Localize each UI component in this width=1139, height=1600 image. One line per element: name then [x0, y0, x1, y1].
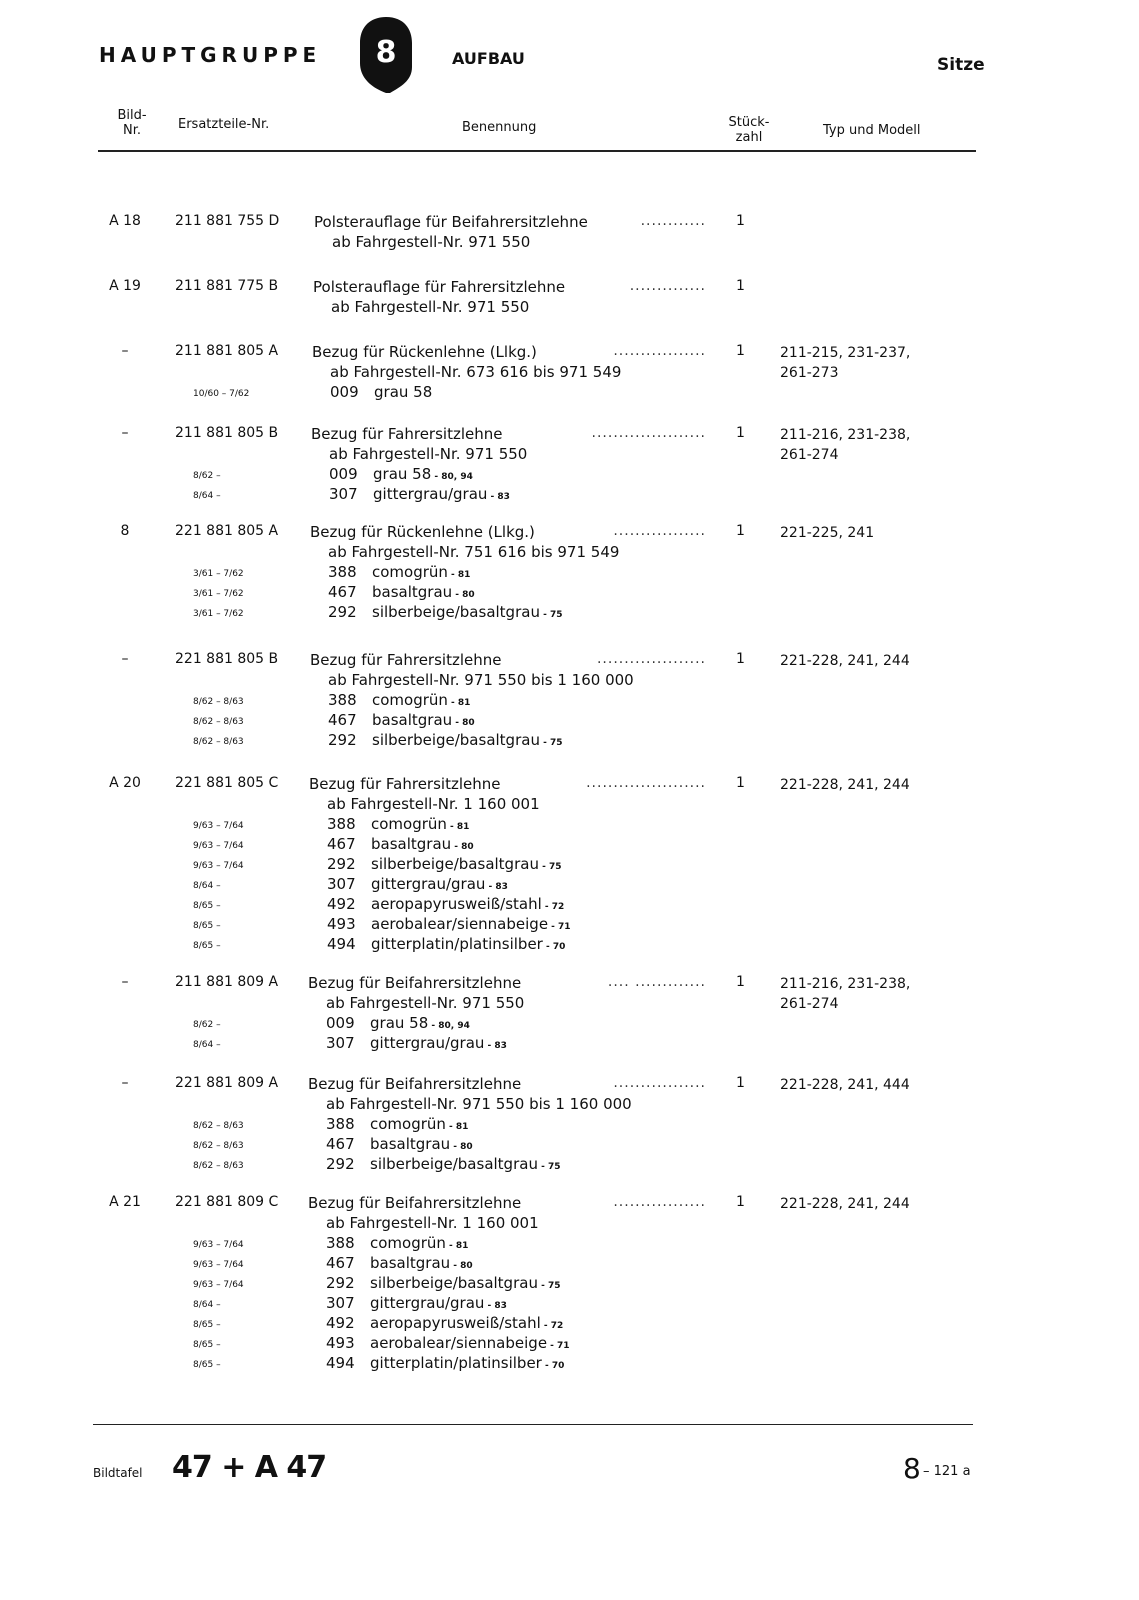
variant-color: basaltgrau	[372, 711, 453, 729]
variant-suffix: - 80	[452, 718, 475, 728]
variant-code: 388	[328, 563, 357, 581]
variant-name	[371, 915, 571, 933]
variant-suffix: - 81	[445, 1241, 469, 1251]
variant-dates: 8/65 –	[193, 1340, 221, 1350]
leader-dots: ....................	[596, 651, 706, 667]
variant-code: 388	[326, 1115, 355, 1133]
variant-color: gittergrau/grau	[370, 1034, 485, 1052]
group-number: 8	[375, 35, 397, 70]
variant-suffix: - 75	[538, 862, 562, 872]
bild-nr: A 19	[109, 278, 141, 294]
type-models: 221-225, 241	[780, 525, 875, 541]
column-header-bild-nr: Bild- Nr.	[117, 108, 147, 138]
variant-name	[370, 1294, 507, 1312]
variant-suffix: - 81	[446, 822, 470, 832]
variant-code: 307	[329, 485, 358, 503]
bild-nr: –	[121, 343, 129, 359]
variant-dates: 8/64 –	[193, 1040, 221, 1050]
bild-nr: –	[121, 1075, 129, 1091]
variant-color: silberbeige/basaltgrau	[372, 731, 540, 749]
variant-suffix: - 75	[539, 738, 563, 748]
bild-nr: –	[121, 651, 129, 667]
hauptgruppe-label: HAUPTGRUPPE	[99, 43, 322, 67]
variant-dates: 3/61 – 7/62	[193, 609, 244, 619]
variant-suffix: - 83	[484, 1041, 507, 1051]
variant-color: aerobalear/siennabeige	[371, 915, 549, 933]
quantity: 1	[736, 425, 745, 441]
variant-color: aeropapyrusweiß/stahl	[370, 1314, 541, 1332]
leader-dots: .................	[613, 523, 706, 539]
variant-dates: 9/63 – 7/64	[193, 1260, 244, 1270]
type-models: 221-228, 241, 244	[780, 1196, 910, 1212]
variant-name	[372, 583, 475, 601]
quantity: 1	[736, 213, 745, 229]
part-number: 221 881 805 A	[175, 523, 279, 539]
variant-dates: 8/62 – 8/63	[193, 697, 244, 707]
variant-suffix: - 70	[541, 1361, 565, 1371]
variant-suffix: - 75	[537, 1281, 561, 1291]
variant-suffix: - 71	[547, 1341, 570, 1351]
leader-dots: ..............	[629, 278, 706, 294]
chassis-range: ab Fahrgestell-Nr. 673 616 bis 971 549	[330, 363, 622, 381]
variant-suffix: - 72	[540, 1321, 564, 1331]
variant-dates: 8/62 – 8/63	[193, 1141, 244, 1151]
chassis-range: ab Fahrgestell-Nr. 971 550 bis 1 160 000	[326, 1095, 632, 1113]
leader-dots: .................	[613, 343, 706, 359]
variant-suffix: - 81	[445, 1122, 469, 1132]
variant-name	[374, 383, 432, 401]
variant-color: gitterplatin/platinsilber	[371, 935, 543, 953]
section-title: Sitze	[937, 55, 985, 75]
variant-name	[370, 1314, 563, 1332]
variant-code: 307	[327, 875, 356, 893]
part-number: 211 881 755 D	[175, 213, 280, 229]
part-number: 211 881 805 A	[175, 343, 279, 359]
page-number: 8	[903, 1452, 921, 1485]
variant-code: 009	[330, 383, 359, 401]
part-number: 211 881 775 B	[175, 278, 279, 294]
variant-name	[371, 935, 565, 953]
variant-code: 388	[328, 691, 357, 709]
variant-suffix: - 71	[548, 922, 571, 932]
type-models: 211-216, 231-238, 261-274	[780, 976, 911, 1012]
variant-color: silberbeige/basaltgrau	[372, 603, 540, 621]
variant-suffix: - 80, 94	[428, 1021, 470, 1031]
variant-color: basaltgrau	[370, 1135, 451, 1153]
chassis-range: ab Fahrgestell-Nr. 1 160 001	[326, 1214, 539, 1232]
type-models: 211-215, 231-237, 261-273	[780, 345, 911, 381]
variant-code: 467	[327, 835, 356, 853]
variant-color: gittergrau/grau	[370, 1294, 485, 1312]
part-description: Bezug für Fahrersitzlehne	[311, 425, 503, 443]
variant-name	[372, 731, 562, 749]
variant-name	[371, 875, 508, 893]
variant-name	[370, 1234, 468, 1252]
variant-suffix: - 72	[541, 902, 565, 912]
part-description: Bezug für Beifahrersitzlehne	[308, 974, 522, 992]
variant-code: 494	[326, 1354, 355, 1372]
variant-dates: 9/63 – 7/64	[193, 1280, 244, 1290]
column-header-ersatzteile-nr: Ersatzteile-Nr.	[178, 117, 270, 132]
chassis-range: ab Fahrgestell-Nr. 1 160 001	[327, 795, 540, 813]
variant-color: basaltgrau	[370, 1254, 451, 1272]
variant-dates: 8/62 –	[193, 1020, 221, 1030]
quantity: 1	[736, 1075, 745, 1091]
variant-dates: 9/63 – 7/64	[193, 861, 244, 871]
variant-dates: 8/64 –	[193, 881, 221, 891]
variant-code: 467	[328, 711, 357, 729]
variant-color: gitterplatin/platinsilber	[370, 1354, 542, 1372]
variant-code: 388	[327, 815, 356, 833]
column-header-benennung: Benennung	[462, 120, 537, 135]
variant-code: 292	[326, 1155, 355, 1173]
variant-dates: 3/61 – 7/62	[193, 569, 244, 579]
variant-color: comogrün	[370, 1115, 446, 1133]
variant-color: comogrün	[372, 563, 448, 581]
variant-name	[372, 563, 470, 581]
variant-dates: 8/64 –	[193, 491, 221, 501]
variant-suffix: - 80	[452, 590, 475, 600]
variant-name	[370, 1135, 473, 1153]
column-header-stueckzahl: Stück- zahl	[728, 115, 770, 145]
variant-code: 493	[327, 915, 356, 933]
variant-name	[370, 1115, 468, 1133]
variant-name	[370, 1155, 560, 1173]
variant-color: silberbeige/basaltgrau	[371, 855, 539, 873]
part-number: 221 881 805 C	[175, 775, 279, 791]
part-description: Bezug für Rückenlehne (Llkg.)	[312, 343, 537, 361]
variant-code: 307	[326, 1294, 355, 1312]
part-description: Polsterauflage für Beifahrersitzlehne	[314, 213, 588, 231]
header-rule	[98, 150, 976, 152]
leader-dots: .... .............	[607, 974, 706, 990]
variant-suffix: - 83	[484, 1301, 507, 1311]
variant-code: 493	[326, 1334, 355, 1352]
variant-suffix: - 80	[450, 1261, 473, 1271]
chassis-range: ab Fahrgestell-Nr. 971 550	[331, 298, 530, 316]
group-badge	[360, 17, 412, 93]
leader-dots: .................	[613, 1194, 706, 1210]
chassis-range: ab Fahrgestell-Nr. 971 550 bis 1 160 000	[328, 671, 634, 689]
variant-color: comogrün	[370, 1234, 446, 1252]
variant-suffix: - 83	[487, 492, 510, 502]
part-description: Bezug für Beifahrersitzlehne	[308, 1075, 522, 1093]
bild-nr: A 21	[109, 1194, 141, 1210]
page-suffix: – 121 a	[923, 1464, 971, 1479]
variant-dates: 8/64 –	[193, 1300, 221, 1310]
variant-suffix: - 80	[451, 842, 474, 852]
variant-suffix: - 80, 94	[431, 472, 473, 482]
variant-suffix: - 70	[542, 942, 566, 952]
variant-color: grau 58	[374, 383, 433, 401]
variant-code: 009	[326, 1014, 355, 1032]
bild-nr: A 20	[109, 775, 141, 791]
variant-dates: 8/62 – 8/63	[193, 1121, 244, 1131]
variant-color: aerobalear/siennabeige	[370, 1334, 548, 1352]
variant-dates: 8/62 – 8/63	[193, 717, 244, 727]
chassis-range: ab Fahrgestell-Nr. 971 550	[329, 445, 528, 463]
variant-code: 467	[326, 1135, 355, 1153]
variant-name	[370, 1014, 470, 1032]
part-number: 221 881 805 B	[175, 651, 279, 667]
part-number: 221 881 809 C	[175, 1194, 279, 1210]
part-number: 221 881 809 A	[175, 1075, 279, 1091]
variant-dates: 8/65 –	[193, 921, 221, 931]
type-models: 211-216, 231-238, 261-274	[780, 427, 911, 463]
group-name: AUFBAU	[452, 49, 525, 68]
variant-color: aeropapyrusweiß/stahl	[371, 895, 542, 913]
variant-code: 292	[327, 855, 356, 873]
variant-code: 467	[328, 583, 357, 601]
leader-dots: .................	[613, 1075, 706, 1091]
variant-name	[370, 1034, 507, 1052]
part-description: Polsterauflage für Fahrersitzlehne	[313, 278, 566, 296]
chassis-range: ab Fahrgestell-Nr. 751 616 bis 971 549	[328, 543, 620, 561]
chassis-range: ab Fahrgestell-Nr. 971 550	[326, 994, 525, 1012]
footer-rule	[93, 1424, 973, 1425]
leader-dots: ......................	[586, 775, 706, 791]
variant-code: 292	[328, 731, 357, 749]
variant-name	[372, 603, 562, 621]
variant-color: basaltgrau	[372, 583, 453, 601]
variant-name	[372, 691, 470, 709]
variant-color: gittergrau/grau	[373, 485, 488, 503]
variant-name	[370, 1334, 570, 1352]
part-description: Bezug für Fahrersitzlehne	[310, 651, 502, 669]
variant-code: 388	[326, 1234, 355, 1252]
variant-code: 292	[326, 1274, 355, 1292]
variant-color: silberbeige/basaltgrau	[370, 1274, 538, 1292]
part-number: 211 881 809 A	[175, 974, 279, 990]
variant-dates: 8/65 –	[193, 901, 221, 911]
variant-color: gittergrau/grau	[371, 875, 486, 893]
variant-dates: 8/65 –	[193, 941, 221, 951]
variant-dates: 10/60 – 7/62	[193, 389, 250, 399]
variant-dates: 8/62 – 8/63	[193, 737, 244, 747]
variant-color: basaltgrau	[371, 835, 452, 853]
variant-suffix: - 80	[450, 1142, 473, 1152]
variant-dates: 8/65 –	[193, 1320, 221, 1330]
bild-nr: –	[121, 425, 129, 441]
variant-code: 292	[328, 603, 357, 621]
variant-suffix: - 83	[485, 882, 508, 892]
variant-code: 009	[329, 465, 358, 483]
quantity: 1	[736, 278, 745, 294]
part-description: Bezug für Rückenlehne (Llkg.)	[310, 523, 535, 541]
chassis-range: ab Fahrgestell-Nr. 971 550	[332, 233, 531, 251]
variant-code: 494	[327, 935, 356, 953]
variant-name	[370, 1354, 564, 1372]
variant-name	[373, 465, 473, 483]
leader-dots: ............	[640, 213, 706, 229]
variant-dates: 9/63 – 7/64	[193, 821, 244, 831]
bild-nr: 8	[120, 523, 130, 539]
variant-name	[370, 1274, 560, 1292]
bild-nr: A 18	[109, 213, 141, 229]
leader-dots: .....................	[591, 425, 706, 441]
quantity: 1	[736, 1194, 745, 1210]
variant-code: 492	[326, 1314, 355, 1332]
bildtafel-numbers: 47 + A 47	[172, 1450, 327, 1485]
variant-suffix: - 75	[539, 610, 563, 620]
variant-name	[371, 815, 469, 833]
variant-suffix: - 81	[447, 570, 471, 580]
quantity: 1	[736, 775, 745, 791]
variant-code: 307	[326, 1034, 355, 1052]
variant-suffix: - 81	[447, 698, 471, 708]
part-number: 211 881 805 B	[175, 425, 279, 441]
variant-color: comogrün	[371, 815, 447, 833]
quantity: 1	[736, 974, 745, 990]
variant-color: silberbeige/basaltgrau	[370, 1155, 538, 1173]
part-description: Bezug für Beifahrersitzlehne	[308, 1194, 522, 1212]
variant-color: grau 58	[370, 1014, 429, 1032]
variant-dates: 3/61 – 7/62	[193, 589, 244, 599]
variant-name	[372, 711, 475, 729]
variant-dates: 8/65 –	[193, 1360, 221, 1370]
variant-code: 467	[326, 1254, 355, 1272]
variant-dates: 9/63 – 7/64	[193, 841, 244, 851]
quantity: 1	[736, 651, 745, 667]
column-header-typ-modell: Typ und Modell	[823, 123, 921, 138]
type-models: 221-228, 241, 244	[780, 653, 910, 669]
variant-dates: 8/62 –	[193, 471, 221, 481]
variant-dates: 9/63 – 7/64	[193, 1240, 244, 1250]
variant-name	[371, 855, 561, 873]
bildtafel-label: Bildtafel	[93, 1466, 143, 1480]
quantity: 1	[736, 523, 745, 539]
variant-name	[371, 835, 474, 853]
variant-color: grau 58	[373, 465, 432, 483]
type-models: 221-228, 241, 444	[780, 1077, 910, 1093]
variant-dates: 8/62 – 8/63	[193, 1161, 244, 1171]
type-models: 221-228, 241, 244	[780, 777, 910, 793]
variant-code: 492	[327, 895, 356, 913]
bild-nr: –	[121, 974, 129, 990]
quantity: 1	[736, 343, 745, 359]
variant-name	[371, 895, 564, 913]
variant-name	[370, 1254, 473, 1272]
variant-suffix: - 75	[537, 1162, 561, 1172]
variant-name	[373, 485, 510, 503]
variant-color: comogrün	[372, 691, 448, 709]
part-description: Bezug für Fahrersitzlehne	[309, 775, 501, 793]
